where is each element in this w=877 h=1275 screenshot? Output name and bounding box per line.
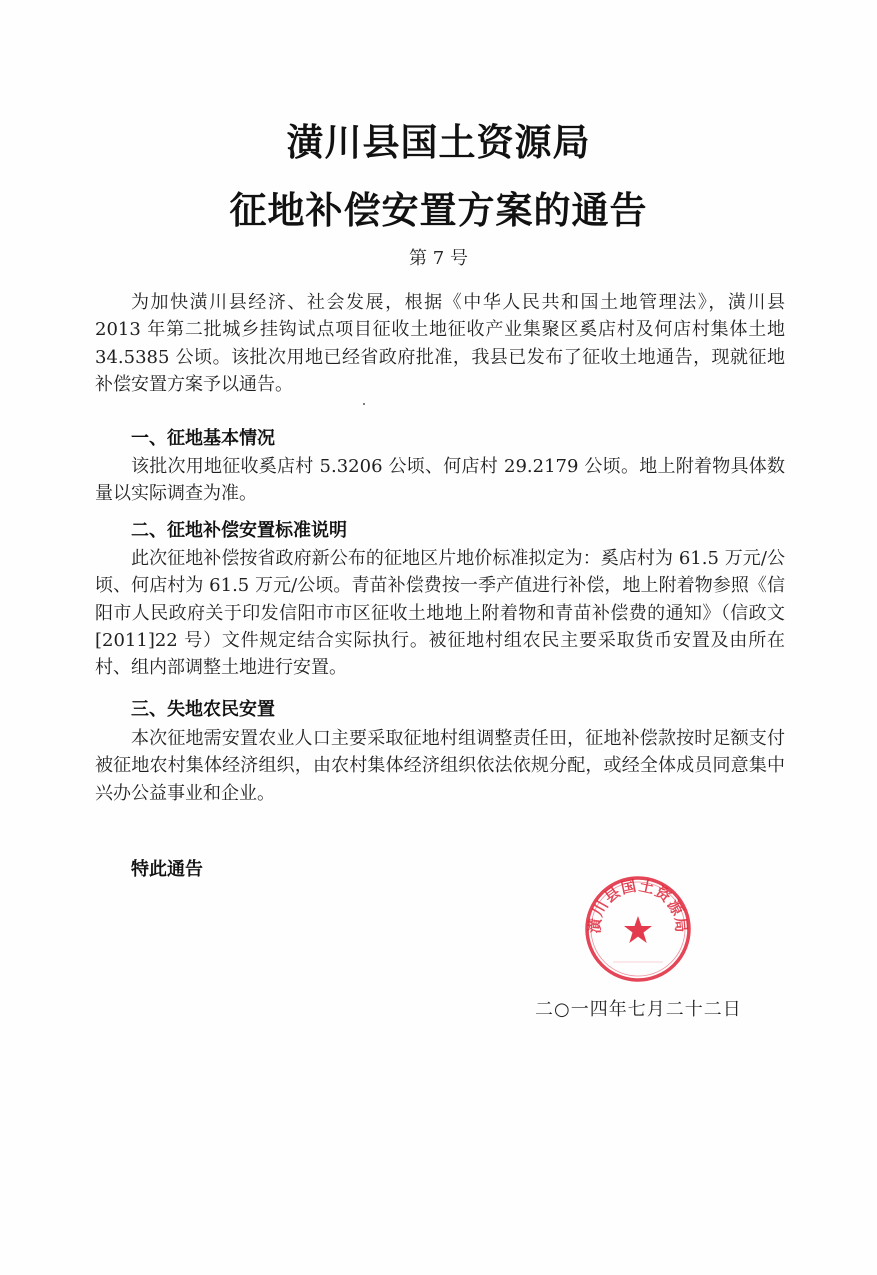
section-3-paragraph: [95, 725, 785, 807]
scan-speck: [363, 403, 365, 405]
closing-text: 特此通告: [131, 859, 203, 880]
section-3-heading-block: [95, 696, 785, 723]
intro-paragraph: [95, 289, 785, 398]
official-seal-stamp: [583, 874, 693, 984]
section-text: 该批次用地征收奚店村 5.3206 公顷、何店村 29.2179 公顷。地上附着物具体数量以实际调查为准。: [95, 456, 785, 505]
section-text: 本次征地需安置农业人口主要采取征地村组调整责任田，征地补偿款按时足额支付被征地农村集体经济组织，由农村集体经济组织依法依规分配，或经全体成员同意集中兴办公益事业和企业。: [95, 728, 785, 804]
section-heading: 二、征地补偿安置标准说明: [131, 520, 347, 541]
document-title-line2: 征地补偿安置方案的通告: [229, 189, 648, 232]
document-title-line1: 潢川县国土资源局: [286, 121, 591, 164]
section-heading: 三、失地农民安置: [131, 699, 275, 720]
document-number: 第 7 号: [409, 248, 468, 269]
section-2-heading-block: [95, 517, 785, 544]
seal-text: 潢川县国土资源局: [585, 876, 691, 935]
section-heading: 一、征地基本情况: [131, 428, 275, 449]
section-text: 此次征地补偿按省政府新公布的征地区片地价标准拟定为：奚店村为 61.5 万元/公顷、何店村为 61.5 万元/公顷。青苗补偿费按一季产值进行补偿，地上附着物参照《信阳市人民政府关于印发信阳市市区征收土地地上附着物和青苗补偿费的通知》（信政文[2011]22 号）文件规定结合实际执行。被征地村组农民主要采取货币安置及由所在村、组内部调整土地进行安置。: [95, 548, 785, 679]
section-1-heading-block: [95, 425, 785, 452]
star-icon: [624, 916, 652, 943]
intro-text: 为加快潢川县经济、社会发展，根据《中华人民共和国土地管理法》，潢川县 2013 年第二批城乡挂钩试点项目征收土地征收产业集聚区奚店村及何店村集体土地 34.5385 公顷。该批次用地已经省政府批准，我县已发布了征收土地通告，现就征地补偿安置方案予以通告。: [95, 292, 785, 395]
section-2-paragraph: [95, 545, 785, 681]
document-date: 二○一四年七月二十二日: [535, 999, 742, 1020]
section-1-paragraph: [95, 453, 785, 508]
